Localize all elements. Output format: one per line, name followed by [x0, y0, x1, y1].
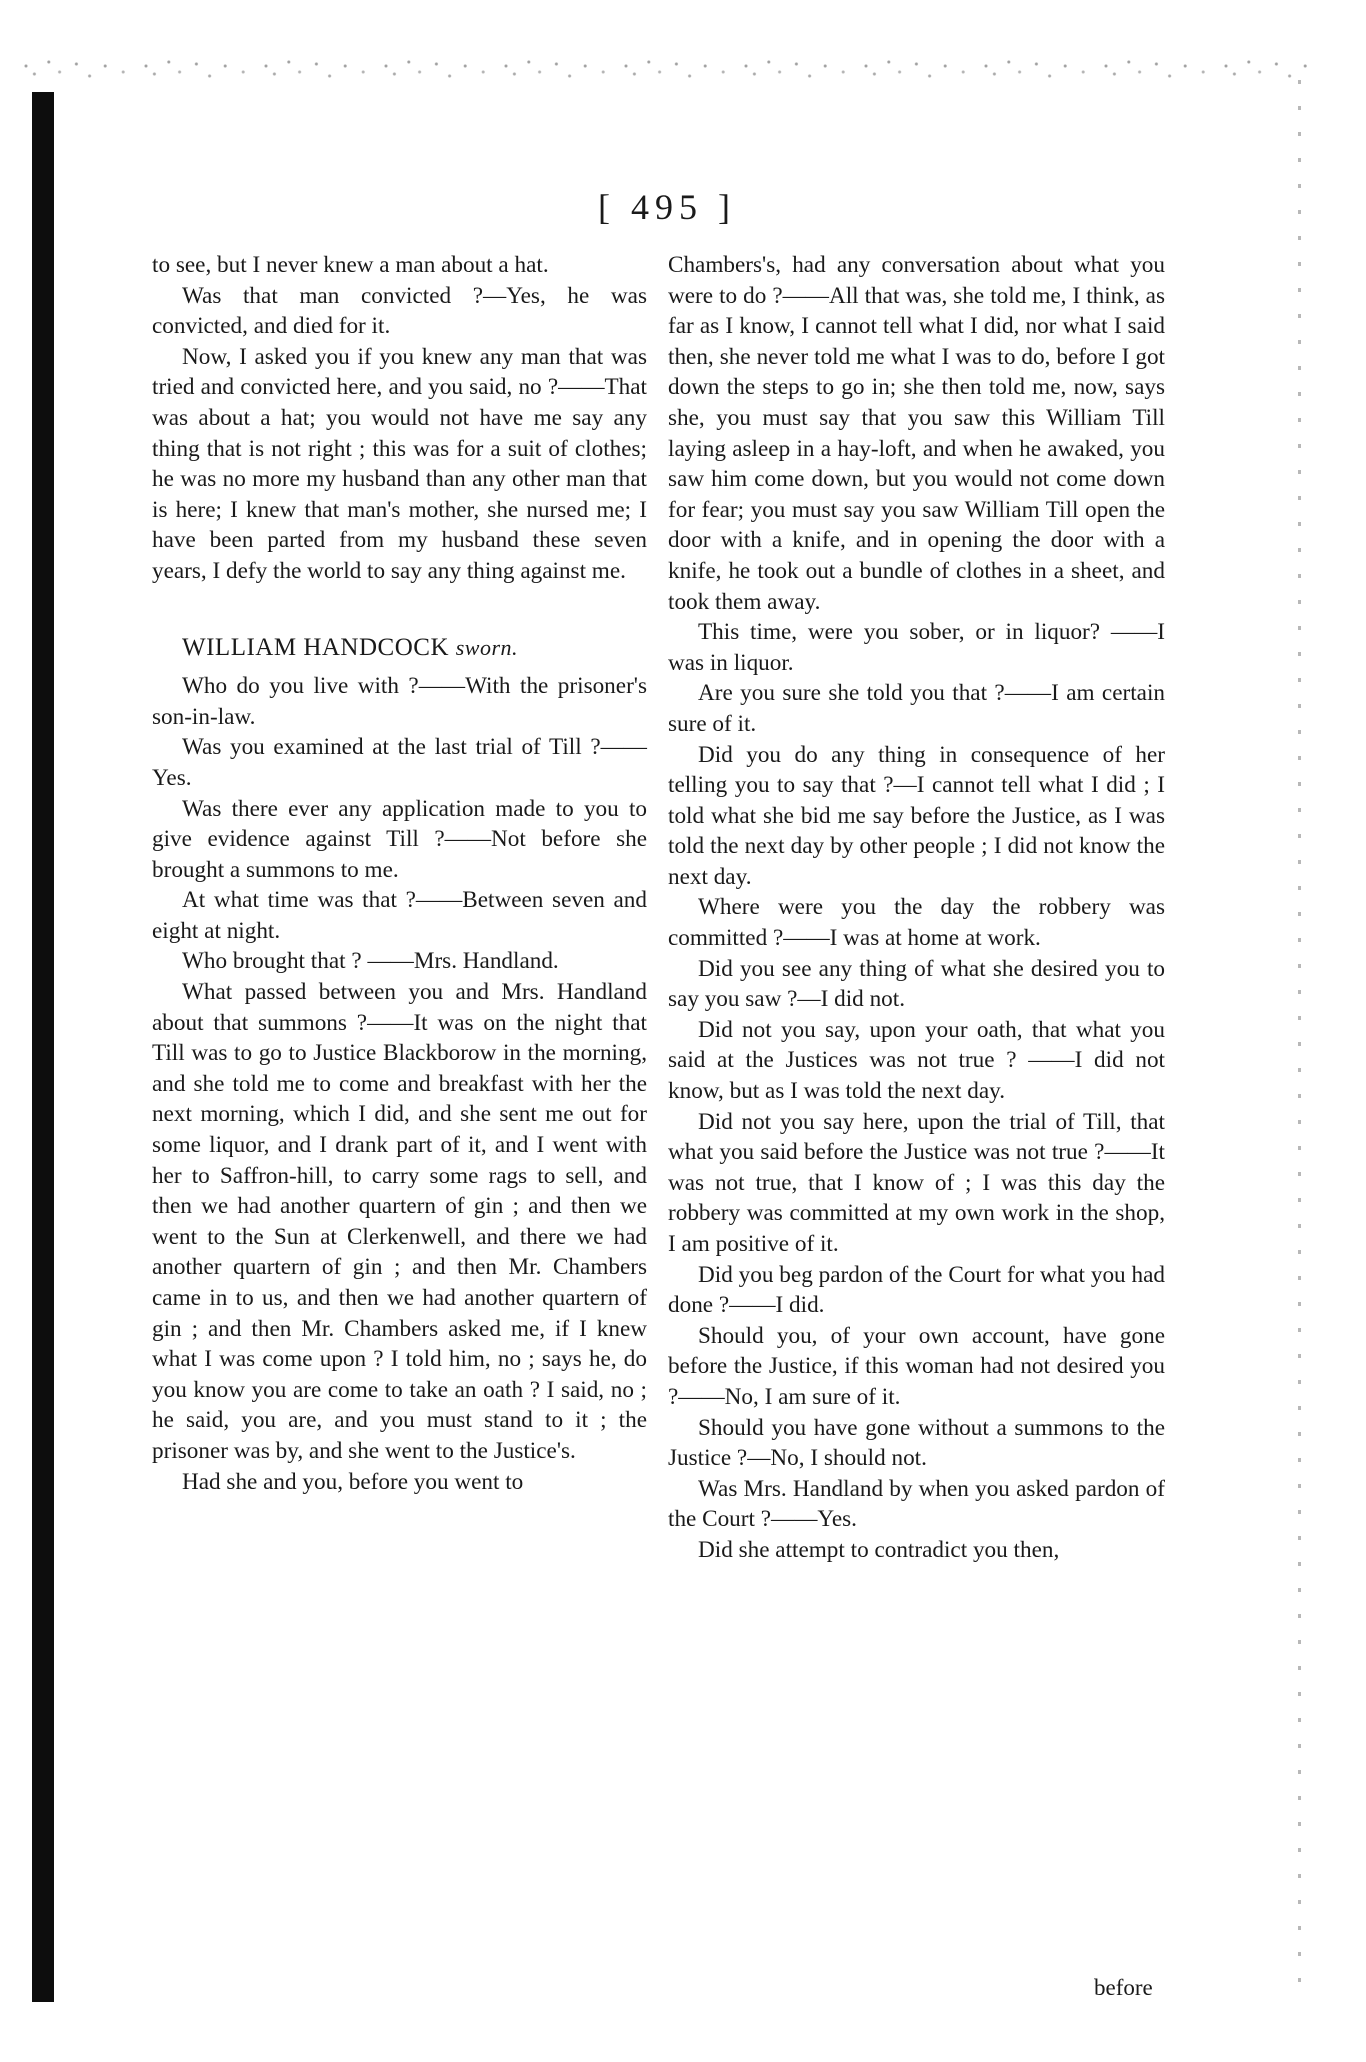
sworn-label: sworn.	[455, 634, 519, 660]
page-binding-shadow	[32, 92, 54, 2002]
testimony-paragraph: Should you have gone without a summons to the Justice ?—No, I should not.	[668, 1414, 1165, 1472]
testimony-paragraph: Where were you the day the robbery was committed ?——I was at home at work.	[668, 894, 1165, 952]
testimony-paragraph: Had she and you, before you went to	[182, 1468, 524, 1495]
testimony-paragraph: Was that man convicted ?—Yes, he was convicted, and died for it.	[152, 282, 647, 340]
testimony-paragraph: Was Mrs. Handland by when you asked pardon of the Court ?——Yes.	[668, 1475, 1165, 1533]
testimony-paragraph: Should you, of your own account, have gone before the Justice, if this woman had not desired you ?——No, I am sure of it.	[668, 1322, 1165, 1410]
left-column	[152, 250, 647, 1497]
testimony-paragraph: Did she attempt to contradict you then,	[698, 1536, 1060, 1563]
witness-name: WILLIAM HANDCOCK	[182, 633, 449, 661]
testimony-paragraph: Did you do any thing in consequence of her telling you to say that ?—I cannot tell what I did ; I told what she bid me say before the Justice, as I was told the next day by other people ; I did not know the next day.	[668, 741, 1165, 890]
testimony-paragraph: Was you examined at the last trial of Till ?——Yes.	[152, 734, 647, 791]
testimony-paragraph: Did not you say here, upon the trial of Till, that what you said before the Justice was not true ?——It was not true, that I know of ; I was this day the robbery was committed at my own work in the shop, I am positive of it.	[668, 1108, 1165, 1257]
testimony-paragraph: Who brought that ? ——Mrs. Handland.	[182, 948, 559, 975]
testimony-paragraph: to see, but I never knew a man about a hat.	[152, 252, 549, 278]
page-number: [ 495 ]	[598, 187, 736, 227]
top-edge-speckle	[20, 50, 1320, 90]
witness-heading	[182, 633, 647, 664]
testimony-paragraph: Who do you live with ?——With the prisoner's son-in-law.	[152, 673, 647, 730]
testimony-paragraph: Now, I asked you if you knew any man that was tried and convicted here, and you said, no ?——That was about a hat; you would not have me say any thing that is not right ; this was for a suit of clothes; he was no more my husband than any other man that is here; I knew that man's mother, she nursed me; I have been parted from my husband these seven years, I defy the world to say any thing against me.	[152, 343, 647, 584]
right-edge-marks	[1298, 80, 1301, 2000]
right-column	[668, 250, 1165, 1566]
testimony-paragraph: Did not you say, upon your oath, that what you said at the Justices was not true ? ——I did not know, but as I was told the next day.	[668, 1016, 1165, 1105]
testimony-paragraph: Chambers's, had any conversation about what you were to do ?——All that was, she told me, I think, as far as I know, I cannot tell what I did, nor what I said then, she never told me what I was to do, before I got down the steps to go in; she then told me, now, says she, you must say that you saw this William Till laying asleep in a hay-loft, and when he awaked, you saw him come down, but you would not come down for fear; you must say you saw William Till open the door with a knife, and in opening the door with a knife, he took out a bundle of clothes in a sheet, and took them away.	[668, 252, 1165, 615]
left-column-opening	[152, 250, 647, 587]
testimony-paragraph: Did you see any thing of what she desired you to say you saw ?—I did not.	[668, 955, 1165, 1013]
testimony-paragraph: This time, were you sober, or in liquor? ——I was in liquor.	[668, 619, 1165, 676]
testimony-paragraph: Did you beg pardon of the Court for what you had done ?——I did.	[668, 1261, 1165, 1319]
testimony-paragraph: Are you sure she told you that ?——I am certain sure of it.	[668, 680, 1165, 737]
testimony-paragraph: Was there ever any application made to you to give evidence against Till ?——Not before she brought a summons to me.	[152, 795, 647, 883]
right-column-testimony	[668, 250, 1165, 1566]
left-column-testimony	[152, 671, 647, 1497]
testimony-paragraph: What passed between you and Mrs. Handland about that summons ?——It was on the night that Till was to go to Justice Blackborow in the morning, and she told me to come and breakfast with her the next morning, which I did, and she sent me out for some liquor, and I drank part of it, and I went with her to Saffron-hill, to carry some rags to sell, and then we had another quartern of gin ; and then we went to the Sun at Clerkenwell, and there we had another quartern of gin ; and then Mr. Chambers came in to us, and then we had another quartern of gin ; and then Mr. Chambers asked me, if I knew what I was come upon ? I told him, no ; says he, do you know you are come to take an oath ? I said, no ; he said, you are, and you must stand to it ; the prisoner was by, and she went to the Justice's.	[152, 979, 647, 1464]
testimony-paragraph: At what time was that ?——Between seven and eight at night.	[152, 887, 647, 944]
catchword: before	[1094, 1975, 1153, 2000]
